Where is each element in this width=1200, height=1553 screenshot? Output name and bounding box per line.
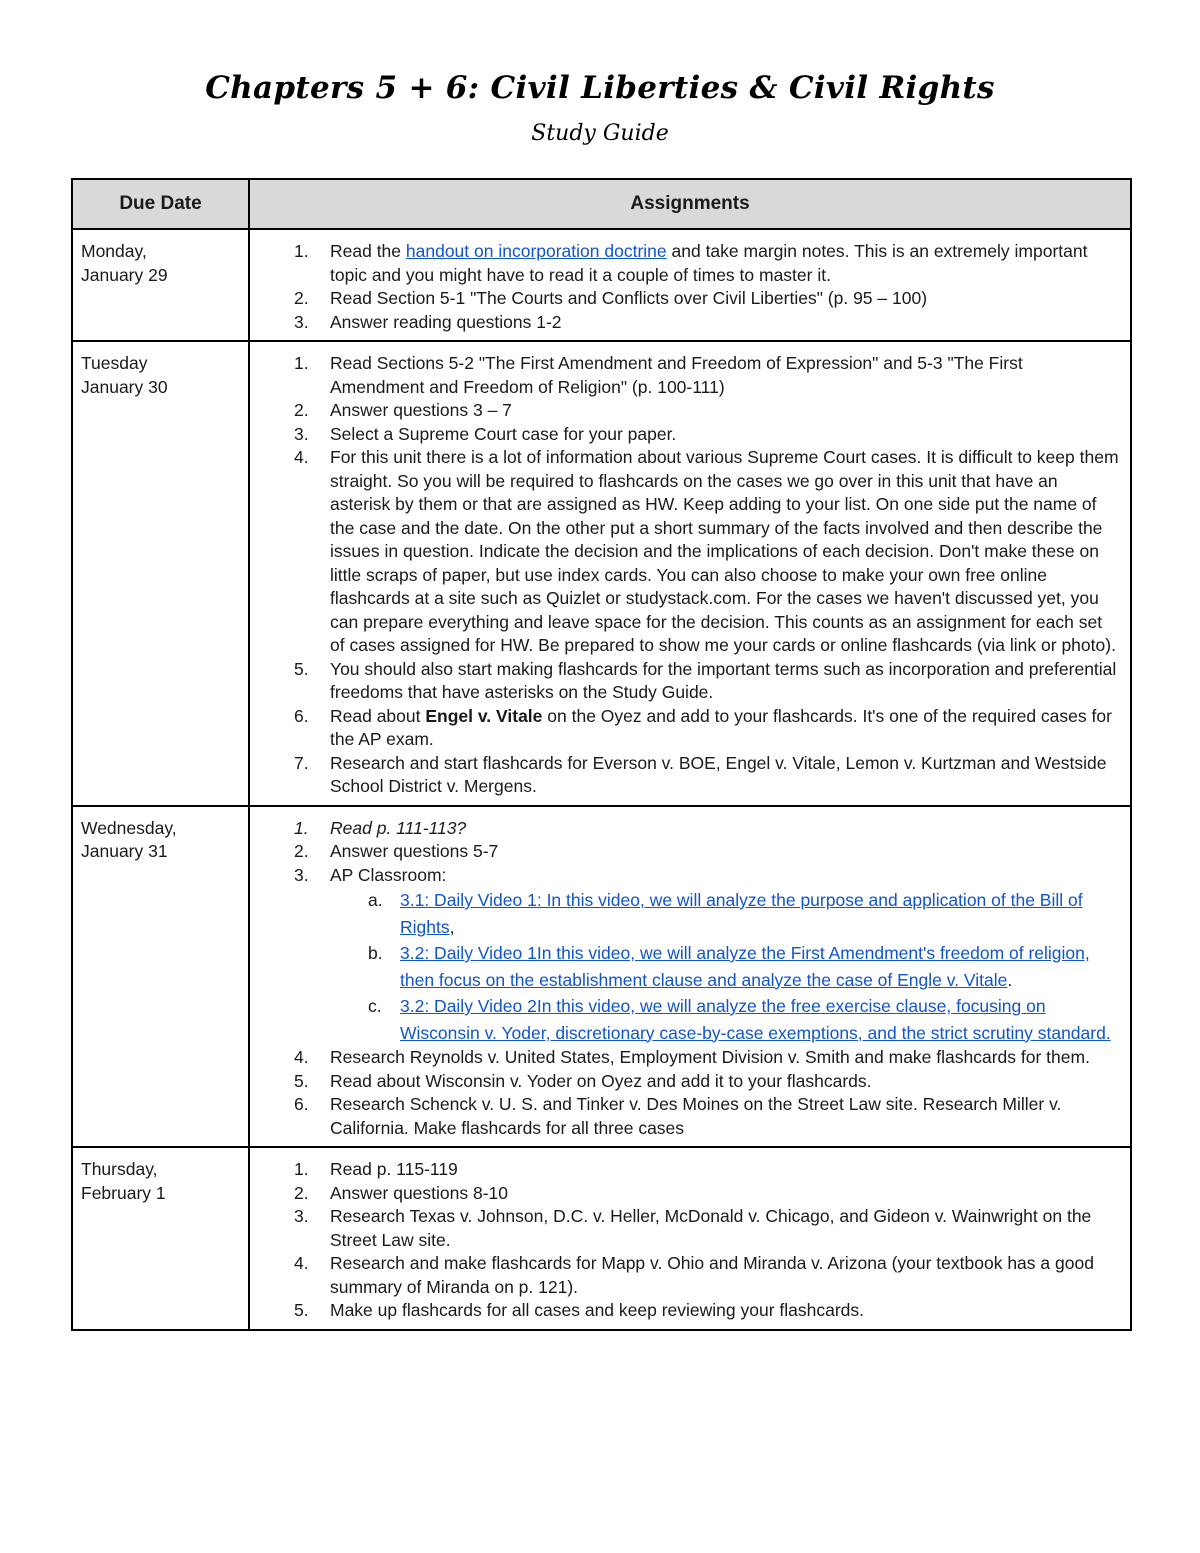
item-number: 1. [294, 1159, 309, 1179]
table-row [72, 341, 1131, 806]
assignment-list [250, 1158, 1120, 1323]
item-text: Read the [330, 241, 406, 261]
list-item [250, 423, 1120, 447]
item-number: 2. [294, 841, 309, 861]
item-text: Research and make flashcards for Mapp v. Ohio and Miranda v. Arizona (your textbook has a good summary of Miranda on p. 121). [330, 1253, 1094, 1297]
item-text: Select a Supreme Court case for your paper. [330, 423, 677, 444]
list-item [250, 1182, 1120, 1206]
item-text: Make up flashcards for all cases and keep reviewing your flashcards. [330, 1300, 865, 1320]
assignment-list [250, 817, 1120, 1141]
list-item [250, 352, 1120, 399]
sub-item-letter: b. [368, 943, 383, 963]
due-date-date: February 1 [81, 1182, 166, 1203]
table-row [72, 1147, 1131, 1330]
item-text: Read Sections 5-2 "The First Amendment and Freedom of Expression" and 5-3 "The First Amendment and Freedom of Religion" (p. 100-111) [330, 353, 1023, 397]
item-text: Answer questions 8-10 [330, 1182, 509, 1203]
list-item [250, 399, 1120, 423]
document-title: Chapters 5 + 6: Civil Liberties & Civil Rights [205, 70, 995, 106]
due-date-cell [72, 1147, 249, 1330]
sub-list-item [330, 993, 1120, 1046]
header-due-date: Due Date [72, 179, 249, 229]
item-text: Read about [330, 705, 426, 726]
item-text: Read p. 111-113? [330, 817, 467, 838]
due-date-date: January 30 [81, 376, 168, 397]
item-number: 2. [294, 400, 309, 420]
assignment-list [250, 240, 1120, 334]
item-number: 3. [294, 423, 309, 444]
item-number: 3. [294, 311, 309, 332]
list-item [250, 840, 1120, 864]
item-number: 1. [294, 353, 309, 373]
sub-list [330, 887, 1120, 1046]
item-text: You should also start making flashcards for the important terms such as incorporation and preferential freedoms that have asterisks on the Study Guide. [330, 658, 1117, 702]
item-number: 3. [294, 1206, 309, 1226]
sub-list-item [330, 940, 1120, 993]
item-number: 6. [294, 705, 309, 726]
due-date-cell [72, 806, 249, 1148]
item-text: Answer questions 3 – 7 [330, 400, 512, 420]
incorporation-handout-link[interactable]: handout on incorporation doctrine [405, 241, 667, 261]
list-item [250, 658, 1120, 705]
item-text: Read about Wisconsin v. Yoder on Oyez and add it to your flashcards. [330, 1070, 872, 1091]
item-number: 1. [294, 817, 309, 838]
sub-item-letter: c. [368, 996, 382, 1016]
due-date-cell [72, 229, 249, 341]
item-number: 1. [294, 241, 309, 261]
table-row [72, 229, 1131, 341]
due-date-day: Wednesday, [81, 817, 177, 838]
assignment-list [250, 352, 1120, 799]
sub-item-punct: . [1007, 969, 1013, 990]
list-item [250, 1158, 1120, 1182]
due-date-date: January 29 [81, 264, 168, 285]
item-number: 2. [294, 1182, 309, 1203]
item-text: Read Section 5-1 "The Courts and Conflicts over Civil Liberties" (p. 95 – 100) [330, 288, 928, 308]
video-link-3-2-1[interactable]: 3.2: Daily Video 1In this video, we will analyze the First Amendment's freedom of religion, then focus on the establishment clause and analyze the case of Engle v. Vitale [400, 943, 1090, 990]
table-header-row [72, 179, 1131, 229]
due-date-day: Tuesday [81, 353, 148, 373]
video-link-3-1[interactable]: 3.1: Daily Video 1: In this video, we will analyze the purpose and application of the Bill of Rights [400, 890, 1083, 937]
item-text: Research Texas v. Johnson, D.C. v. Heller, McDonald v. Chicago, and Gideon v. Wainwright on the Street Law site. [330, 1206, 1092, 1250]
item-number: 5. [294, 1300, 309, 1320]
assignments-cell [249, 1147, 1131, 1330]
item-number: 4. [294, 1253, 309, 1273]
item-text: Research Reynolds v. United States, Employment Division v. Smith and make flashcards for them. [330, 1047, 1090, 1067]
study-guide-table [71, 178, 1132, 1331]
assignments-cell [249, 806, 1131, 1148]
list-item [250, 1205, 1120, 1252]
sub-list-item [330, 887, 1120, 940]
sub-item-letter: a. [368, 890, 383, 910]
item-text: Answer reading questions 1-2 [330, 311, 562, 332]
list-item [250, 446, 1120, 658]
item-number: 5. [294, 658, 309, 679]
item-number: 7. [294, 752, 309, 773]
item-number: 2. [294, 288, 309, 308]
case-name-bold: Engel v. Vitale [425, 705, 543, 726]
video-link-3-2-2[interactable]: 3.2: Daily Video 2In this video, we will analyze the free exercise clause, focusing on Wisconsin v. Yoder, discretionary case-by-case exemptions, and the strict scrutiny standard. [400, 996, 1111, 1043]
list-item [250, 1046, 1120, 1070]
item-number: 3. [294, 864, 309, 885]
document-subtitle: Study Guide [531, 121, 669, 146]
due-date-day: Monday, [81, 241, 147, 261]
list-item [250, 240, 1120, 287]
list-item [250, 864, 1120, 1047]
item-number: 6. [294, 1094, 309, 1114]
list-item [250, 1252, 1120, 1299]
item-text: and take margin notes. This is an extremely important topic and you might have to read it a couple of times to master it. [330, 241, 1088, 285]
item-text: on the Oyez and add to your flashcards. It's one of the required cases for the AP exam. [330, 705, 1112, 749]
due-date-date: January 31 [81, 841, 168, 861]
list-item [250, 817, 1120, 841]
item-text: Research Schenck v. U. S. and Tinker v. Des Moines on the Street Law site. Research Miller v. California. Make flashcards for all three cases [330, 1094, 1062, 1138]
assignments-cell [249, 229, 1131, 341]
item-text: For this unit there is a lot of information about various Supreme Court cases. It is difficult to keep them straight. So you will be required to flashcards on the cases we go over in this unit that have an asterisk by them or that are assigned as HW. Keep adding to your list. On one side put the name of the case and the date. On the other put a short summary of the facts involved and then describe the issues in question. Indicate the decision and the implications of each decision. Don't make these on little scraps of paper, but use index cards. You can also choose to make your own free online flashcards at a site such as Quizlet or studystack.com. For the cases we haven't discussed yet, you can prepare everything and leave space for the decision. This counts as an assignment for each set of cases assigned for HW. Be prepared to show me your cards or online flashcards (via link or photo). [330, 447, 1119, 655]
due-date-day: Thursday, [81, 1159, 158, 1179]
item-text: Read p. 115-119 [330, 1159, 458, 1179]
list-item [250, 311, 1120, 335]
item-text: AP Classroom: [330, 864, 447, 885]
table-row [72, 806, 1131, 1148]
header-assignments: Assignments [249, 179, 1131, 229]
list-item [250, 1093, 1120, 1140]
item-text: Answer questions 5-7 [330, 841, 499, 861]
item-text: Research and start flashcards for Everson v. BOE, Engel v. Vitale, Lemon v. Kurtzman and Westside School District v. Mergens. [330, 752, 1107, 796]
item-number: 4. [294, 1047, 309, 1067]
list-item [250, 287, 1120, 311]
list-item [250, 752, 1120, 799]
list-item [250, 1070, 1120, 1094]
due-date-cell [72, 341, 249, 806]
list-item [250, 1299, 1120, 1323]
assignments-cell [249, 341, 1131, 806]
sub-item-punct: , [449, 916, 455, 937]
item-number: 4. [294, 447, 309, 467]
item-number: 5. [294, 1070, 309, 1091]
list-item [250, 705, 1120, 752]
